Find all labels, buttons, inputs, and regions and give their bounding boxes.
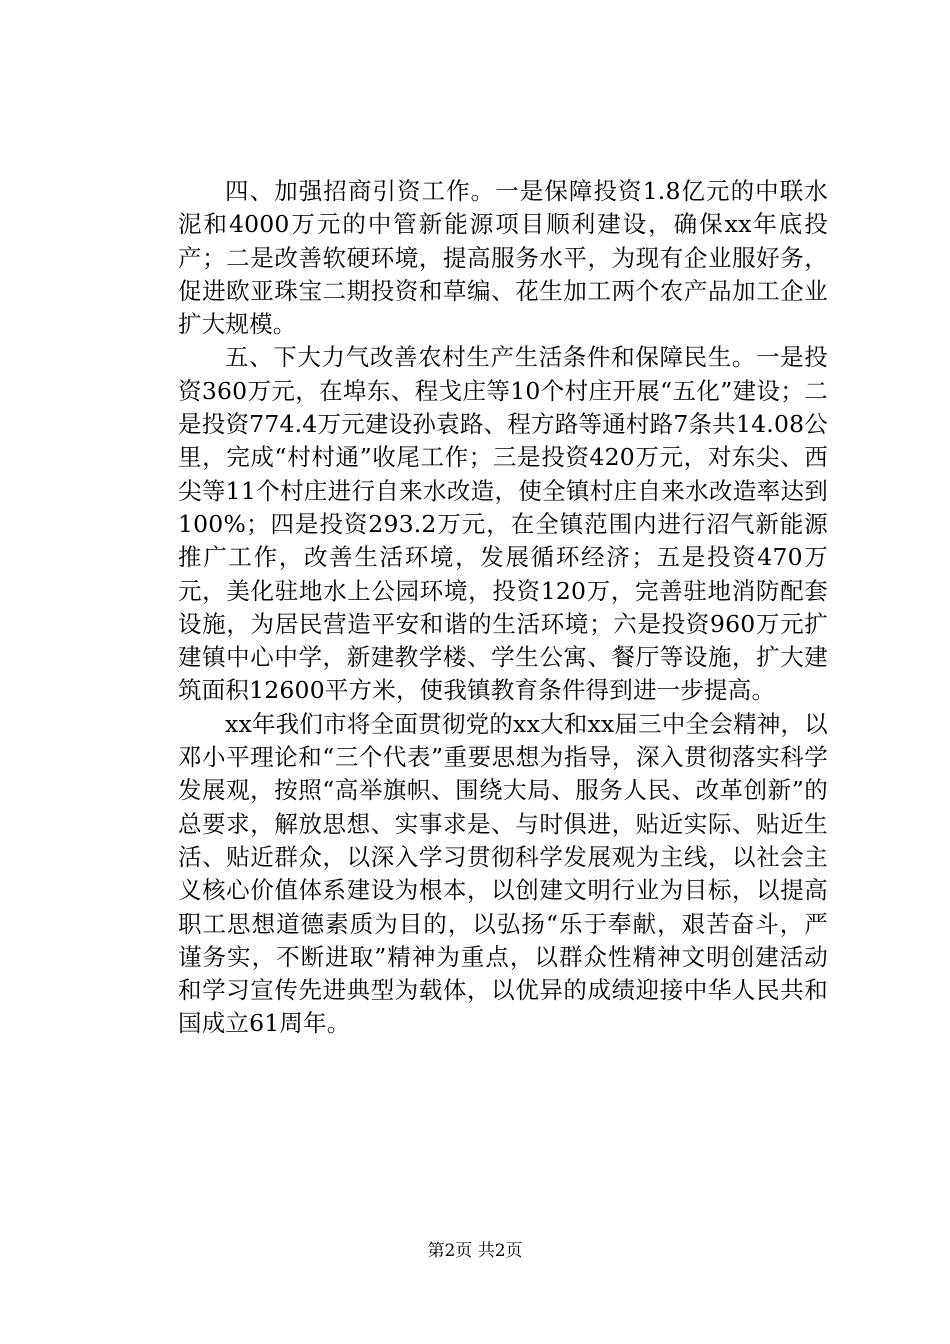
- paragraph-investment: 四、加强招商引资工作。一是保障投资1.8亿元的中联水泥和4000万元的中管新能源项目顺利建设，确保xx年底投产；二是改善软硬环境，提高服务水平，为现有企业服好务，促进欧亚珠宝二期投资和草编、花生加工两个农产品加工企业扩大规模。: [178, 177, 828, 339]
- document-body: [178, 175, 828, 1041]
- paragraph-annual-goals: xx年我们市将全面贯彻党的xx大和xx届三中全会精神，以邓小平理论和“三个代表”重要思想为指导，深入贯彻落实科学发展观，按照“高举旗帜、围绕大局、服务人民、改革创新”的总要求，解放思想、实事求是、与时俱进，贴近实际、贴近生活、贴近群众，以深入学习贯彻科学发展观为主线，以社会主义核心价值体系建设为根本，以创建文明行业为目标，以提高职工思想道德素质为目的，以弘扬“乐于奉献，艰苦奋斗，严谨务实，不断进取”精神为重点，以群众性精神文明创建活动和学习宣传先进典型为载体，以优异的成绩迎接中华人民共和国成立61周年。: [178, 709, 828, 1038]
- page-footer: 第2页 共2页: [427, 1241, 523, 1261]
- paragraph-rural-livelihood: 五、下大力气改善农村生产生活条件和保障民生。一是投资360万元，在埠东、程戈庄等10个村庄开展“五化”建设；二是投资774.4万元建设孙袁路、程方路等通村路7条共14.08公里，完成“村村通”收尾工作；三是投资420万元，对东尖、西尖等11个村庄进行自来水改造，使全镇村庄自来水改造率达到100%；四是投资293.2万元，在全镇范围内进行沼气新能源推广工作，改善生活环境，发展循环经济；五是投资470万元，美化驻地水上公园环境，投资120万，完善驻地消防配套设施，为居民营造平安和谐的生活环境；六是投资960万元扩建镇中心中学，新建教学楼、学生公寓、餐厅等设施，扩大建筑面积12600平方米，使我镇教育条件得到进一步提高。: [178, 343, 828, 705]
